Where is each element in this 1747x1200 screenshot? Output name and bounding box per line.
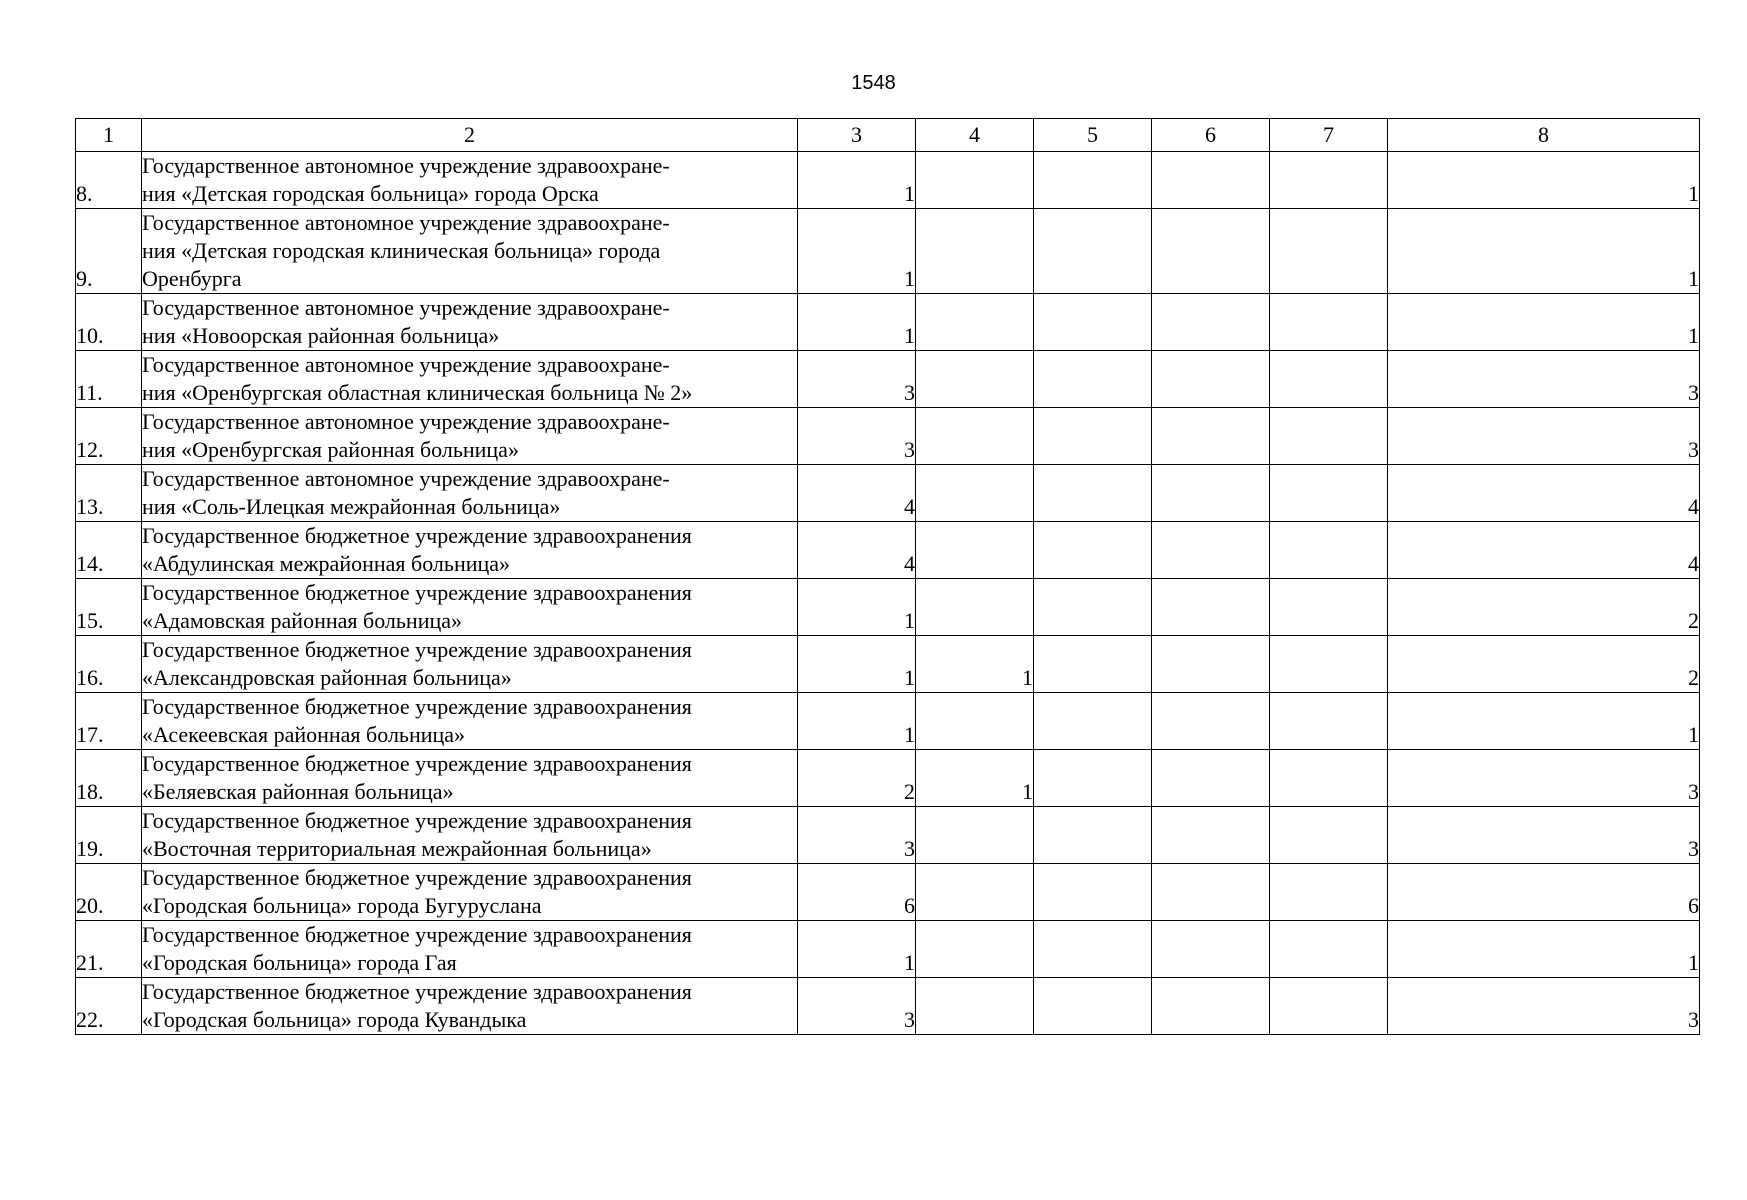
column-header: 3	[798, 119, 916, 152]
column-header: 4	[916, 119, 1034, 152]
column-3-cell: 6	[798, 864, 916, 921]
institution-name-cell: Государственное автономное учреждение здравоохране- ния «Новоорская районная больница»	[142, 294, 798, 351]
column-5-cell	[1034, 636, 1152, 693]
column-4-cell: 1	[916, 636, 1034, 693]
column-5-cell	[1034, 152, 1152, 209]
row-number-cell: 13.	[76, 465, 142, 522]
column-6-cell	[1152, 978, 1270, 1035]
column-5-cell	[1034, 408, 1152, 465]
column-7-cell	[1270, 579, 1388, 636]
column-header: 2	[142, 119, 798, 152]
column-7-cell	[1270, 978, 1388, 1035]
column-4-cell	[916, 465, 1034, 522]
row-number-cell: 15.	[76, 579, 142, 636]
column-8-cell: 3	[1388, 978, 1700, 1035]
column-header: 1	[76, 119, 142, 152]
table-row	[76, 351, 1700, 408]
row-number-cell: 12.	[76, 408, 142, 465]
column-5-cell	[1034, 750, 1152, 807]
table-row	[76, 978, 1700, 1035]
column-6-cell	[1152, 636, 1270, 693]
column-7-cell	[1270, 864, 1388, 921]
column-7-cell	[1270, 807, 1388, 864]
column-8-cell: 1	[1388, 693, 1700, 750]
column-3-cell: 1	[798, 693, 916, 750]
table-row	[76, 294, 1700, 351]
table-row	[76, 209, 1700, 294]
column-5-cell	[1034, 693, 1152, 750]
institution-name-cell: Государственное автономное учреждение здравоохране- ния «Детская городская клиническая больница» города Оренбурга	[142, 209, 798, 294]
institution-name-cell: Государственное бюджетное учреждение здравоохранения «Городская больница» города Бугуруслана	[142, 864, 798, 921]
institution-name-cell: Государственное бюджетное учреждение здравоохранения «Александровская районная больница»	[142, 636, 798, 693]
column-3-cell: 3	[798, 978, 916, 1035]
column-3-cell: 4	[798, 522, 916, 579]
column-8-cell: 4	[1388, 465, 1700, 522]
institution-name-cell: Государственное бюджетное учреждение здравоохранения «Восточная территориальная межрайонная больница»	[142, 807, 798, 864]
row-number-cell: 18.	[76, 750, 142, 807]
column-4-cell	[916, 864, 1034, 921]
column-6-cell	[1152, 294, 1270, 351]
table-row	[76, 152, 1700, 209]
row-number-cell: 20.	[76, 864, 142, 921]
table-row	[76, 465, 1700, 522]
row-number-cell: 10.	[76, 294, 142, 351]
row-number-cell: 17.	[76, 693, 142, 750]
table-row	[76, 807, 1700, 864]
institution-name-cell: Государственное бюджетное учреждение здравоохранения «Абдулинская межрайонная больница»	[142, 522, 798, 579]
column-6-cell	[1152, 864, 1270, 921]
column-8-cell: 2	[1388, 579, 1700, 636]
column-5-cell	[1034, 807, 1152, 864]
institution-name-cell: Государственное бюджетное учреждение здравоохранения «Беляевская районная больница»	[142, 750, 798, 807]
column-6-cell	[1152, 750, 1270, 807]
column-6-cell	[1152, 579, 1270, 636]
institution-name-cell: Государственное бюджетное учреждение здравоохранения «Городская больница» города Кувандыка	[142, 978, 798, 1035]
column-8-cell: 3	[1388, 750, 1700, 807]
column-3-cell: 1	[798, 294, 916, 351]
table-row	[76, 921, 1700, 978]
column-5-cell	[1034, 294, 1152, 351]
institution-name-cell: Государственное автономное учреждение здравоохране- ния «Оренбургская районная больница»	[142, 408, 798, 465]
column-7-cell	[1270, 294, 1388, 351]
table-row	[76, 750, 1700, 807]
column-4-cell	[916, 351, 1034, 408]
column-7-cell	[1270, 152, 1388, 209]
column-8-cell: 3	[1388, 807, 1700, 864]
column-6-cell	[1152, 408, 1270, 465]
column-6-cell	[1152, 351, 1270, 408]
institution-name-cell: Государственное автономное учреждение здравоохране- ния «Соль-Илецкая межрайонная больница»	[142, 465, 798, 522]
row-number-cell: 11.	[76, 351, 142, 408]
column-7-cell	[1270, 693, 1388, 750]
row-number-cell: 21.	[76, 921, 142, 978]
column-header: 6	[1152, 119, 1270, 152]
column-3-cell: 1	[798, 579, 916, 636]
row-number-cell: 19.	[76, 807, 142, 864]
column-8-cell: 3	[1388, 351, 1700, 408]
column-6-cell	[1152, 209, 1270, 294]
table-row	[76, 864, 1700, 921]
table-row	[76, 693, 1700, 750]
column-5-cell	[1034, 465, 1152, 522]
table-header-row	[76, 119, 1700, 152]
column-7-cell	[1270, 465, 1388, 522]
column-6-cell	[1152, 522, 1270, 579]
column-header: 8	[1388, 119, 1700, 152]
table-row	[76, 579, 1700, 636]
column-7-cell	[1270, 522, 1388, 579]
table-row	[76, 408, 1700, 465]
column-8-cell: 1	[1388, 209, 1700, 294]
column-5-cell	[1034, 978, 1152, 1035]
column-7-cell	[1270, 351, 1388, 408]
column-8-cell: 3	[1388, 408, 1700, 465]
institution-name-cell: Государственное автономное учреждение здравоохране- ния «Оренбургская областная клиническая больница № 2»	[142, 351, 798, 408]
column-4-cell	[916, 579, 1034, 636]
column-4-cell	[916, 921, 1034, 978]
row-number-cell: 22.	[76, 978, 142, 1035]
column-4-cell: 1	[916, 750, 1034, 807]
column-8-cell: 2	[1388, 636, 1700, 693]
column-3-cell: 1	[798, 209, 916, 294]
column-6-cell	[1152, 807, 1270, 864]
column-5-cell	[1034, 351, 1152, 408]
column-7-cell	[1270, 209, 1388, 294]
column-5-cell	[1034, 522, 1152, 579]
column-7-cell	[1270, 636, 1388, 693]
column-8-cell: 4	[1388, 522, 1700, 579]
table-row	[76, 636, 1700, 693]
column-header: 5	[1034, 119, 1152, 152]
column-8-cell: 6	[1388, 864, 1700, 921]
column-4-cell	[916, 522, 1034, 579]
institution-name-cell: Государственное бюджетное учреждение здравоохранения «Адамовская районная больница»	[142, 579, 798, 636]
column-4-cell	[916, 294, 1034, 351]
column-6-cell	[1152, 152, 1270, 209]
column-3-cell: 1	[798, 921, 916, 978]
column-6-cell	[1152, 693, 1270, 750]
row-number-cell: 8.	[76, 152, 142, 209]
column-8-cell: 1	[1388, 921, 1700, 978]
table-row	[76, 522, 1700, 579]
column-5-cell	[1034, 864, 1152, 921]
column-7-cell	[1270, 921, 1388, 978]
row-number-cell: 16.	[76, 636, 142, 693]
column-7-cell	[1270, 408, 1388, 465]
column-3-cell: 1	[798, 636, 916, 693]
column-4-cell	[916, 152, 1034, 209]
column-4-cell	[916, 978, 1034, 1035]
data-table	[75, 118, 1700, 1035]
column-3-cell: 3	[798, 807, 916, 864]
row-number-cell: 14.	[76, 522, 142, 579]
column-3-cell: 2	[798, 750, 916, 807]
column-6-cell	[1152, 921, 1270, 978]
column-4-cell	[916, 807, 1034, 864]
column-4-cell	[916, 209, 1034, 294]
column-5-cell	[1034, 209, 1152, 294]
column-5-cell	[1034, 921, 1152, 978]
institution-name-cell: Государственное бюджетное учреждение здравоохранения «Асекеевская районная больница»	[142, 693, 798, 750]
row-number-cell: 9.	[76, 209, 142, 294]
column-header: 7	[1270, 119, 1388, 152]
column-3-cell: 4	[798, 465, 916, 522]
institution-name-cell: Государственное автономное учреждение здравоохране- ния «Детская городская больница» города Орска	[142, 152, 798, 209]
column-5-cell	[1034, 579, 1152, 636]
institution-name-cell: Государственное бюджетное учреждение здравоохранения «Городская больница» города Гая	[142, 921, 798, 978]
column-3-cell: 3	[798, 351, 916, 408]
column-3-cell: 1	[798, 152, 916, 209]
column-6-cell	[1152, 465, 1270, 522]
page-number: 1548	[851, 72, 896, 94]
column-4-cell	[916, 693, 1034, 750]
column-4-cell	[916, 408, 1034, 465]
column-8-cell: 1	[1388, 294, 1700, 351]
column-8-cell: 1	[1388, 152, 1700, 209]
column-7-cell	[1270, 750, 1388, 807]
column-3-cell: 3	[798, 408, 916, 465]
